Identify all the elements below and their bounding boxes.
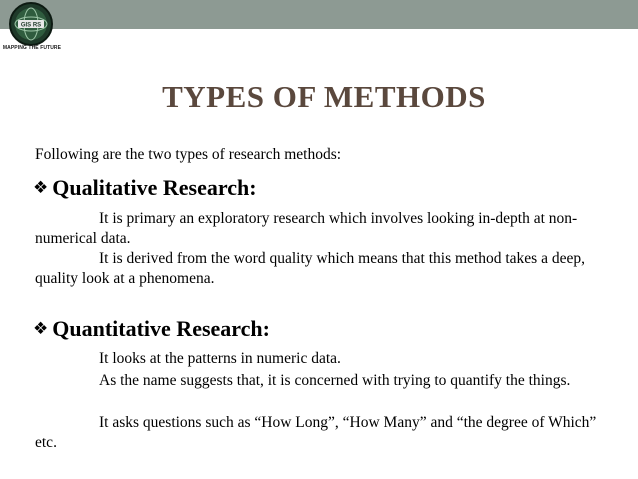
header-bar <box>0 0 638 29</box>
svg-text:GIS RS: GIS RS <box>20 22 42 29</box>
globe-logo-icon <box>2 1 60 47</box>
slide-title <box>0 79 638 115</box>
paragraph: It looks at the patterns in numeric data. <box>99 350 341 367</box>
paragraph: It asks questions such as “How Long”, “How Many” and “the degree of Which” etc. <box>35 414 597 451</box>
section-heading-label: Quantitative Research: <box>52 316 270 341</box>
section-heading-quantitative <box>33 316 270 342</box>
section-heading-label: Qualitative Research: <box>52 175 257 200</box>
section-heading-qualitative <box>33 175 257 201</box>
diamond-bullet-icon: ❖ <box>33 178 49 198</box>
diamond-bullet-icon: ❖ <box>33 319 49 339</box>
paragraph: It is primary an exploratory research which involves looking in-depth at non-numerical data. <box>35 210 578 247</box>
paragraph: As the name suggests that, it is concerned with trying to quantify the things. <box>99 372 571 389</box>
slide-title-text: TYPES OF METHODS <box>162 79 486 114</box>
intro-text: Following are the two types of research methods: <box>35 146 342 163</box>
paragraph: It is derived from the word quality which means that this method takes a deep, quality look at a phenomena. <box>35 250 585 287</box>
logo-caption: MAPPING THE FUTURE <box>2 45 62 51</box>
